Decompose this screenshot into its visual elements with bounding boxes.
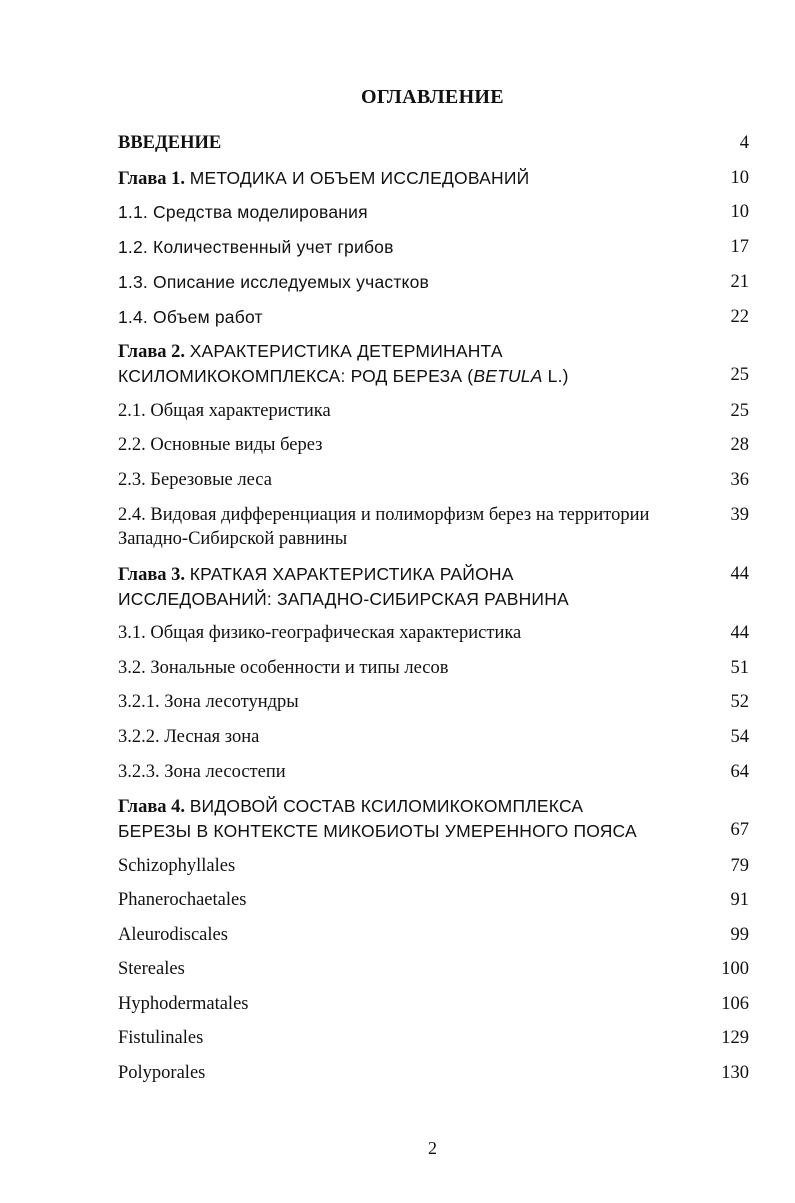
toc-entry-label: 2.1. Общая характеристика — [118, 401, 331, 421]
toc-entry-page: 28 — [730, 435, 749, 455]
page-number: 2 — [428, 1138, 437, 1158]
toc-entry-label-line1: ХАРАКТЕРИСТИКА ДЕТЕРМИНАНТА — [189, 341, 503, 361]
toc-entry-chapter-1 — [118, 166, 749, 190]
page-title: ОГЛАВЛЕНИЕ — [361, 86, 504, 108]
toc-entry-label-line2: КСИЛОМИКОКОМПЛЕКСА: РОД БЕРЕЗА ( — [118, 366, 474, 386]
toc-entry-chapter-4 — [118, 794, 749, 842]
toc-entry-order — [118, 888, 749, 912]
toc-entry-section-1-2 — [118, 235, 749, 259]
toc-entry-section-1-3 — [118, 270, 749, 294]
toc-entry-chapter-3 — [118, 562, 749, 610]
toc-entry-page: 25 — [730, 365, 749, 385]
toc-entry-order — [118, 923, 749, 947]
toc-entry-label: Stereales — [118, 959, 185, 979]
toc-entry-label-italic: BETULA — [473, 366, 543, 386]
toc-entry-label-line1: ВИДОВОЙ СОСТАВ КСИЛОМИКОКОМПЛЕКСА — [189, 796, 584, 816]
toc-entry-label: 3.2.2. Лесная зона — [118, 727, 260, 747]
toc-entry-section-3-2-1 — [118, 690, 749, 714]
toc-entry-page: 10 — [730, 168, 749, 188]
chapter-prefix: Глава 1. — [118, 169, 186, 189]
toc-entry-label: Phanerochaetales — [118, 890, 247, 910]
toc-entry-page: 64 — [730, 762, 749, 782]
toc-entry-page: 79 — [730, 856, 749, 876]
toc-entry-label: Hyphodermatales — [118, 994, 249, 1014]
toc-entry-label-line2-end: L.) — [542, 366, 569, 386]
toc-entry-label: 1.1. Средства моделирования — [118, 202, 368, 222]
toc-entry-page: 10 — [730, 202, 749, 222]
toc-entry-label: Fistulinales — [118, 1028, 204, 1048]
toc-entry-label: 3.1. Общая физико-географическая характеристика — [118, 623, 522, 643]
toc-entry-label-line2: БЕРЕЗЫ В КОНТЕКСТЕ МИКОБИОТЫ УМЕРЕННОГО ПОЯСА — [118, 821, 637, 841]
toc-entry-label: 3.2. Зональные особенности и типы лесов — [118, 658, 449, 678]
toc-entry-section-3-2-2 — [118, 725, 749, 749]
toc-entry-page: 36 — [730, 470, 749, 490]
toc-entry-section-2-3 — [118, 468, 749, 492]
toc-entry-section-2-4 — [118, 503, 749, 551]
toc-entry-label: 1.2. Количественный учет грибов — [118, 237, 394, 257]
toc-entry-page: 17 — [730, 237, 749, 257]
toc-entry-page: 52 — [730, 692, 749, 712]
toc-entry-page: 106 — [721, 994, 749, 1014]
toc-entry-section-2-1 — [118, 399, 749, 423]
toc-entry-page: 25 — [730, 401, 749, 421]
chapter-prefix: Глава 3. — [118, 565, 186, 585]
toc-entry-page: 129 — [721, 1028, 749, 1048]
toc-entry-page: 44 — [730, 564, 749, 584]
toc-entry-label: 1.4. Объем работ — [118, 307, 263, 327]
toc-entry-page: 4 — [739, 133, 749, 153]
toc-entry-label: 2.2. Основные виды берез — [118, 435, 323, 455]
chapter-prefix: Глава 2. — [118, 342, 186, 362]
toc-entry-chapter-2 — [118, 339, 749, 387]
toc-entry-label: 1.3. Описание исследуемых участков — [118, 272, 430, 292]
toc-entry-page: 21 — [730, 272, 749, 292]
toc-entry-label-line2: ИССЛЕДОВАНИЙ: ЗАПАДНО-СИБИРСКАЯ РАВНИНА — [118, 589, 569, 609]
toc-entry-order — [118, 957, 749, 981]
toc-entry-label: Schizophyllales — [118, 856, 236, 876]
toc-entry-order — [118, 1061, 749, 1085]
toc-entry-section-3-1 — [118, 621, 749, 645]
toc-entry-page: 39 — [730, 505, 749, 525]
toc-entry-label-line2: Западно-Сибирской равнины — [118, 529, 348, 549]
toc-entry-page: 54 — [730, 727, 749, 747]
toc-entry-page: 51 — [730, 658, 749, 678]
toc-entry-label-line1: 2.4. Видовая дифференциация и полиморфизм берез на территории — [118, 505, 650, 525]
toc-entry-order — [118, 992, 749, 1016]
toc-entry-label: 3.2.3. Зона лесостепи — [118, 762, 286, 782]
toc-entry-page: 44 — [730, 623, 749, 643]
toc-entry-label-line1: КРАТКАЯ ХАРАКТЕРИСТИКА РАЙОНА — [189, 564, 514, 584]
toc-entry-section-3-2 — [118, 656, 749, 680]
chapter-prefix: Глава 4. — [118, 797, 186, 817]
toc-entry-label: Aleurodiscales — [118, 925, 228, 945]
toc-entry-section-2-2 — [118, 433, 749, 457]
toc-entry-introduction — [118, 131, 749, 155]
toc-entry-page: 130 — [721, 1063, 749, 1083]
toc-entry-page: 99 — [730, 925, 749, 945]
toc-entry-page: 91 — [730, 890, 749, 910]
toc-entry-order — [118, 854, 749, 878]
toc-entry-section-1-1 — [118, 200, 749, 224]
toc-entry-page: 22 — [730, 307, 749, 327]
toc-entry-page: 100 — [721, 959, 749, 979]
toc-entry-section-1-4 — [118, 305, 749, 329]
toc-entry-label: Polyporales — [118, 1063, 206, 1083]
toc-entry-label: МЕТОДИКА И ОБЪЕМ ИССЛЕДОВАНИЙ — [189, 168, 530, 188]
toc-entry-label: 3.2.1. Зона лесотундры — [118, 692, 299, 712]
toc-entry-label: 2.3. Березовые леса — [118, 470, 272, 490]
toc-entry-section-3-2-3 — [118, 760, 749, 784]
toc-entry-page: 67 — [730, 820, 749, 840]
toc-entry-order — [118, 1026, 749, 1050]
toc-entry-label: ВВЕДЕНИЕ — [118, 133, 222, 153]
